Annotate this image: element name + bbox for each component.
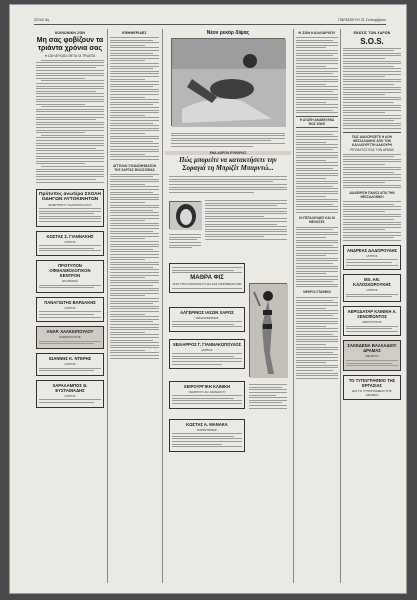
eye-clinic-ad: ΠΡΟΤΥΠΟΝ ΟΦΘΑΛΜΟΛΟΓΙΚΟΝ ΚΕΝΤΡΟΝ ΕΝ ΔΡΑΜΑ (36, 260, 104, 293)
column-5 (343, 29, 401, 583)
lower-center (165, 263, 291, 533)
doctor-ad: ΜΧ. ΑΝ. ΚΑΛΟΣΚΟΡΟΥΚΗΣ ΙΑΤΡΟΣ (343, 274, 401, 302)
column-4-kicker: Η ΖΩΗ ΚΑΛΛΙΑΡΧΟΥ (298, 31, 336, 35)
column-4-bottom-heading: ΝΕΚΡΟΙ ΣΤΑΘΜΟΙ (303, 290, 331, 295)
column-5-box1: ΠΩΣ ΔΙΑΧΩΡΙΖΕΤΕ Η ΑΟΗ ΘΕΣΣΑΛΙΑΝΗΣ ΑΠΟ ΤΟΝ ΚΑΛΛΙΟΥΡΓΙΤΗ ΔΑΚΟΥΡΗ (343, 132, 401, 147)
clinic-ad: ΑΕΡΟΔΑΤΑΡ ΚΛΙΝΙΚΗ Λ. ΞΕΝΟΦΩΝΤΟΣ ΧΕΙΡΟΥΡΓΟΣ (343, 306, 401, 336)
column-rule (162, 29, 163, 583)
column-1-headline: Μη σας φοβίζουν τα τριάντα χρόνια σας (36, 37, 104, 52)
column-rule (293, 29, 294, 583)
section-label: ΕΝΑ ΔΩΡΟΝ ΕΥΦΟΡΙΑΣ (165, 151, 291, 155)
top-photo-block (165, 29, 291, 131)
center-column (165, 29, 291, 583)
doctor-ad: ΚΩΣΤΑΣ Σ. ΓΙΑΝΝΑΚΗΣ ΙΑΤΡΟΣ (36, 231, 104, 256)
column-4 (296, 29, 338, 583)
portrait-photo (169, 201, 201, 229)
photo-title: Νέον ρεκόρ δίψας (206, 30, 250, 36)
column-5-kicker: ΕΝΩΣΙΣ ΤΩΝ ΧΑΡΩΝ (353, 31, 391, 35)
cardiologist-ad: ΑΝΑΡ. ΧΑΛΚΙΟΠΟΥΛΟΥ ΚΑΡΔΙΟΛΟΓΟΣ (36, 326, 104, 349)
surgical-clinic-ad: ΧΕΙΡΟΥΡΓΙΚΗ ΚΛΙΝΙΚΗ ΓΕΩΡΓΙΟΥ ΑΝ. ΜΑΝΑΚΟΥ (169, 381, 245, 409)
doctor-ad: ΧΕΙΛΑΡΡΟΣ Γ. ΓΙΑΝΝΑΚΟΠΟΥΛΟΣ ΙΑΤΡΟΣ (169, 339, 245, 370)
notice-ad: ΚΩΣΤΑΣ Α. ΜΑΝΑΚΑ ΠΑΡΑΙΤΗΣΕΙΣ (169, 419, 245, 452)
decoration-ad: ΑΛΓΕΡΙΝΟΣ ΙΑΣΩΝ ΧΑΡΟΣ ΔΙΑΚΟΣΜΗΣΕΙΣ (169, 307, 245, 332)
study-ad: ΣΑΚΕΔΕΝΑ ΒΑΛΛΑΔΙΟΥ ΔΡΑΜΑΣ ΜΕΛΕΤΗ (343, 340, 401, 370)
photo-figure (172, 39, 286, 127)
doctor-ad: ΠΑΝΑΓΙΩΤΗΣ ΒΑΡΔΑΚΗΣ ΙΑΤΡΟΣ (36, 297, 104, 322)
listing-text (110, 37, 159, 160)
column-2 (110, 29, 159, 583)
column-5-box2: ΔΙΑΧΕΙΡΙΣΗ ΠΑΝΟΣ ΑΠΟ ΤΗΝ ΘΕΣΣΑΛΟΝΙΚΗ (349, 191, 395, 200)
column-2-kicker: ΕΦΗΜΕΡΙΔΕΣ (122, 31, 147, 35)
column-rule (340, 29, 341, 583)
column-4-lower-heading: ΟΙ ΠΕΤΑΛΟΥΔΕΣ ΚΑΙ ΟΙ ΜΕΛΙΣΣΕΣ (299, 215, 335, 224)
doctor-ad: ΑΝΔΡΕΑΣ ΔΑΔΟΡΟΥΛΗΣ ΙΑΤΡΟΣ (343, 245, 401, 270)
photo-caption-text (171, 133, 285, 147)
center-headline: Πώς μπορείτε να κατακτήσετε την Σοραγιά τη Μπριζίτ Μπαρντώ... (179, 156, 277, 172)
column-2-section: ΑΓΓΕΛΙΑΙ ΣΥΝΑΙΣΘΗΜΑΤΩΝ ΤΗΣ ΧΑΡΤΑΣ ΦΙΛΟΣΟΦΙΑΣ (112, 163, 156, 172)
column-5-headline: S.O.S. (360, 37, 384, 46)
doctor-ad: ΧΑΡΑΛΑΜΠΟΣ Θ. ΕΥΣΤΑΘΙΑΔΗΣ ΙΑΤΡΟΣ (36, 380, 104, 408)
event-ad: ΜΑΘΡΑ ΦΙΣ ΑΠΟ ΤΗΝ ΠΑΡΑΣΚΕΥΗ ΘΑ ΣΑΣ ΠΕΡΙΜΕΝΟΥΜΕ (169, 263, 245, 294)
doctor-ad: ΙΩΑΝΝΗΣ Κ. ΝΤΕΡΗΣ ΙΑΤΡΟΣ (36, 353, 104, 376)
column-rule (107, 29, 108, 583)
article-text (36, 60, 104, 183)
swimsuit-photo (249, 283, 287, 377)
column-1-byline: Η ΖΩΗ ΑΡΧΙΖΕΙ ΜΕΤΑ ΤΑ ΤΡΙΑΝΤΑ (44, 54, 96, 58)
column-1-kicker: ΚΟΙΝΩΝΙΚΗ ΖΩΗ (54, 31, 86, 35)
column-1 (36, 29, 104, 583)
column-4-box: Η ΑΓΑΠΗ ΑΝΑΒΕΙ ΕΝΑ ΦΩΣ ΖΩΗΣ (296, 116, 338, 128)
center-article (165, 175, 291, 263)
newspaper-page (9, 4, 407, 594)
news-photo (171, 38, 285, 126)
page-date: ΠΑΡΑΣΚΕΥΗ 21 Σεπτεμβρίου (338, 17, 386, 22)
page-number: ΣΕΛΙΣ 8η (34, 17, 50, 22)
listing-text (110, 174, 159, 359)
column-5-box1-sub: ΡΕΥΜΑΤΟΣ ΕΩΣ ΤΗΝ ΔΡΑΜΑ (350, 148, 394, 152)
page-header (34, 15, 386, 25)
driving-school-ad: Πρότυπος ανωτέρα ΣΧΟΛΗ ΟΔΗΓΩΝ ΑΥΤΟΚΙΝΗΤΩΝ ΔΗΜΗΤΡΙΟΥ ΧΑΛΚΙΟΠΟΥΛΟΥ (36, 189, 104, 227)
printing-ad: ΤΟ ΤΥΠΟΓΡΑΦΕΙΟ ΤΗΣ ΕΡΓΑΣΙΑΣ ΕΙΣ ΤΟ ΤΥΠΟΓΡΑΦΕΙΟ ΤΗΣ ΔΡΑΜΑΣ (343, 375, 401, 400)
